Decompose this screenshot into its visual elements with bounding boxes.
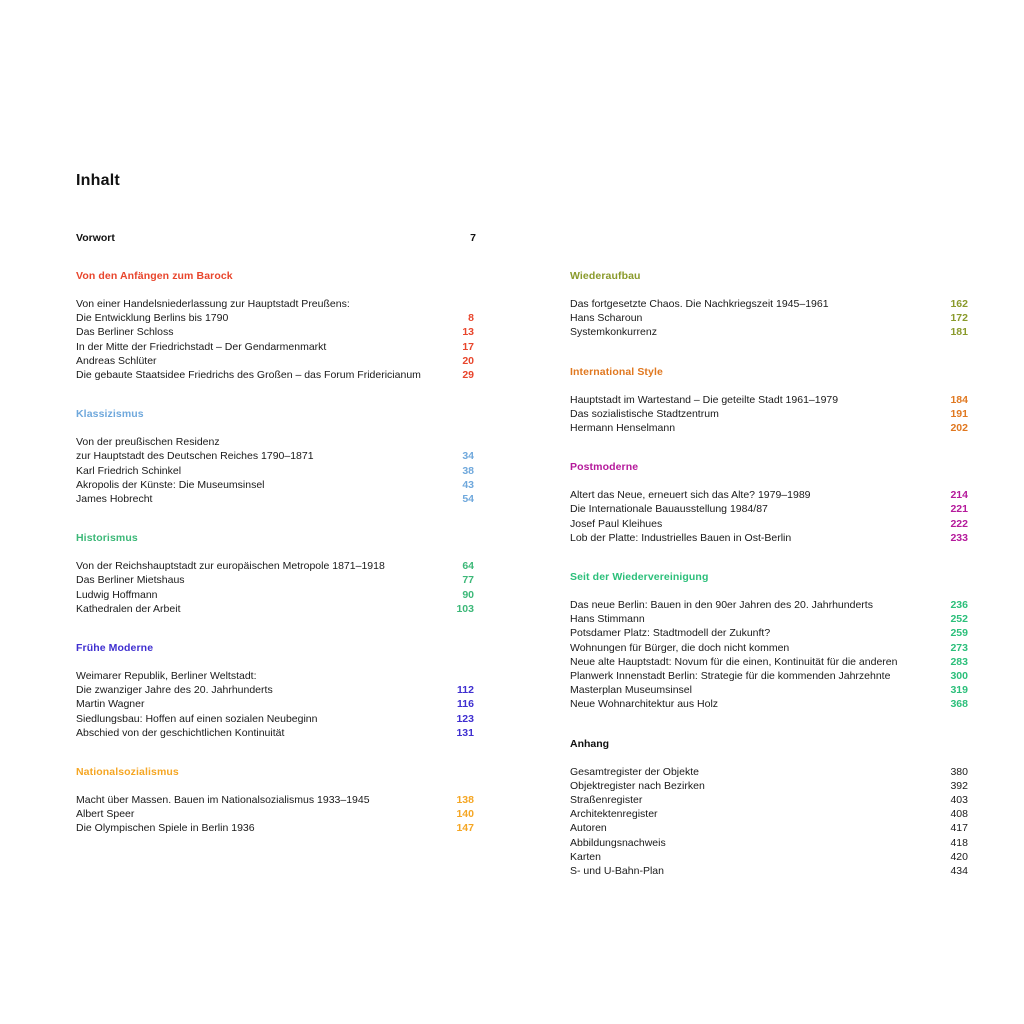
toc-entry-page: 103 (456, 602, 474, 615)
toc-entry-page: 17 (462, 340, 474, 353)
section-heading-postmoderne: Postmoderne (570, 461, 639, 474)
toc-entry-text: Gesamtregister der Objekte (570, 765, 699, 778)
toc-entry[interactable] (570, 779, 968, 793)
toc-entry[interactable] (570, 517, 968, 531)
toc-entry-text: Von einer Handelsniederlassung zur Hauptstadt Preußens: (76, 298, 350, 310)
section-heading-nationalsozialismus: Nationalsozialismus (76, 766, 179, 779)
section-heading-seit-der-wiedervereinigung: Seit der Wiedervereinigung (570, 571, 709, 584)
toc-entry-text: Siedlungsbau: Hoffen auf einen sozialen Neubeginn (76, 712, 318, 725)
toc-entry-text: Von der Reichshauptstadt zur europäischen Metropole 1871–1918 (76, 560, 385, 573)
toc-entry-page: 221 (950, 503, 968, 516)
toc-entry-page: 214 (950, 489, 968, 502)
toc-entry-text: Neue Wohnarchitektur aus Holz (570, 698, 719, 711)
toc-entry[interactable] (570, 612, 968, 626)
toc-entry-text: Akropolis der Künste: Die Museumsinsel (76, 478, 265, 491)
toc-entry-page: 90 (462, 588, 474, 601)
toc-entry-page: 408 (950, 808, 968, 821)
section-heading-international-style: International Style (570, 365, 663, 378)
toc-entry-page: 112 (457, 684, 474, 697)
section-heading-historismus: Historismus (76, 532, 138, 545)
toc-entry-page: 162 (950, 298, 968, 310)
toc-entry[interactable] (76, 297, 474, 325)
toc-entry[interactable] (570, 836, 968, 850)
toc-entry[interactable] (570, 407, 968, 421)
toc-entry-text: Von der preußischen Residenz (76, 436, 220, 449)
toc-entry-text: Hermann Henselmann (570, 422, 676, 435)
toc-entry-text: Planwerk Innenstadt Berlin: Strategie für die kommenden Jahrzehnte (570, 670, 891, 683)
toc-entry-text: Architektenregister (570, 808, 658, 821)
toc-entry[interactable] (76, 559, 474, 573)
toc-entry-text: Abschied von der geschichtlichen Kontinuität (76, 726, 285, 739)
toc-entry-text: Das fortgesetzte Chaos. Die Nachkriegszeit 1945–1961 (570, 298, 829, 310)
toc-entry-page: 222 (950, 517, 968, 530)
toc-entry-text: Macht über Massen. Bauen im Nationalsozialismus 1933–1945 (76, 794, 370, 807)
toc-entry-text: Andreas Schlüter (76, 354, 157, 367)
toc-entry[interactable] (570, 393, 968, 407)
toc-entry[interactable] (570, 669, 968, 683)
section-heading-fruehe-moderne: Frühe Moderne (76, 642, 154, 655)
toc-entry-text: In der Mitte der Friedrichstadt – Der Gendarmenmarkt (76, 340, 327, 353)
toc-entry-text: Abbildungsnachweis (570, 836, 666, 849)
toc-entry-text: Hans Stimmann (570, 613, 645, 626)
toc-entry-text: Potsdamer Platz: Stadtmodell der Zukunft? (570, 627, 771, 640)
toc-entry-text: Das Berliner Schloss (76, 326, 174, 339)
toc-entry[interactable] (76, 340, 474, 354)
toc-entry-page: 233 (950, 531, 968, 544)
toc-entry[interactable] (570, 655, 968, 669)
toc-section-international-style (570, 366, 968, 436)
toc-entry-page: 64 (462, 560, 474, 573)
toc-entry-text: Wohnungen für Bürger, die doch nicht kommen (570, 641, 790, 654)
toc-entry-text: Karten (570, 850, 601, 863)
toc-entry-text: Masterplan Museumsinsel (570, 684, 692, 697)
toc-entry-page: 38 (462, 464, 474, 477)
section-heading-klassizismus: Klassizismus (76, 408, 144, 421)
toc-entry-text: Das neue Berlin: Bauen in den 90er Jahren des 20. Jahrhunderts (570, 599, 873, 612)
toc-entry-text: Autoren (570, 822, 607, 835)
toc-entry-page: 420 (950, 850, 968, 863)
toc-entry-page: 131 (456, 726, 474, 739)
toc-entry-text: Die Internationale Bauausstellung 1984/87 (570, 503, 768, 516)
toc-entry[interactable] (76, 588, 474, 602)
toc-entry-page: 202 (950, 422, 968, 435)
vorwort-label: Vorwort (76, 232, 115, 244)
toc-entry[interactable] (570, 531, 968, 545)
toc-entry-page: 77 (462, 574, 474, 587)
toc-entry-text: Hans Scharoun (570, 312, 643, 325)
toc-entry[interactable] (76, 726, 474, 740)
toc-entry-page: 417 (950, 822, 968, 835)
toc-entry[interactable] (76, 712, 474, 726)
toc-entry-page: 138 (456, 794, 474, 807)
toc-entry[interactable] (76, 435, 474, 463)
toc-entry-text: Weimarer Republik, Berliner Weltstadt: (76, 670, 257, 683)
toc-entry-text: Martin Wagner (76, 698, 145, 711)
toc-section-wiederaufbau (570, 270, 968, 340)
toc-section-klassizismus (76, 408, 474, 506)
toc-section-postmoderne (570, 461, 968, 545)
toc-entry-text: Hauptstadt im Wartestand – Die geteilte Stadt 1961–1979 (570, 393, 839, 406)
toc-entry-page: 434 (950, 865, 968, 878)
toc-entry-page: 191 (950, 407, 968, 420)
toc-column-right (570, 270, 968, 904)
toc-entry-text: Ludwig Hoffmann (76, 588, 158, 601)
toc-entry-text: Die Olympischen Spiele in Berlin 1936 (76, 822, 255, 835)
toc-entry-text: Die gebaute Staatsidee Friedrichs des Großen – das Forum Fridericianum (76, 369, 421, 382)
toc-entry[interactable] (570, 850, 968, 864)
toc-entry-page: 236 (950, 599, 968, 612)
toc-entry[interactable] (570, 807, 968, 821)
toc-entry-text: Das Berliner Mietshaus (76, 574, 185, 587)
toc-entry-text: Das sozialistische Stadtzentrum (570, 407, 719, 420)
toc-entry[interactable] (570, 311, 968, 325)
toc-entry-text: Josef Paul Kleihues (570, 517, 663, 530)
toc-entry[interactable] (570, 793, 968, 807)
toc-entry[interactable] (76, 368, 474, 382)
toc-entry[interactable] (76, 573, 474, 587)
section-heading-anhang: Anhang (570, 737, 610, 750)
toc-entry-page: 418 (950, 836, 968, 849)
toc-section-anhang (570, 738, 968, 879)
toc-entry[interactable] (570, 297, 968, 311)
toc-entry[interactable] (570, 325, 968, 339)
toc-entry[interactable] (76, 821, 474, 835)
toc-entry[interactable] (570, 864, 968, 878)
toc-entry-page: 43 (462, 478, 474, 491)
toc-entry-page: 172 (950, 312, 968, 325)
toc-entry[interactable] (570, 598, 968, 612)
toc-entry-text: James Hobrecht (76, 493, 153, 506)
toc-entry-page: 392 (950, 779, 968, 792)
toc-entry[interactable] (570, 765, 968, 779)
toc-entry[interactable] (76, 807, 474, 821)
toc-entry-page: 116 (457, 698, 474, 711)
toc-section-von-den-anfaengen-zum-barock (76, 270, 474, 382)
toc-entry-text: Die Entwicklung Berlins bis 1790 (76, 312, 229, 325)
toc-entry-page: 54 (462, 493, 474, 506)
toc-entry-page: 300 (950, 670, 968, 683)
toc-entry-text: Altert das Neue, erneuert sich das Alte? 1979–1989 (570, 489, 811, 502)
toc-entry-page: 380 (950, 765, 968, 778)
toc-entry-page: 259 (950, 627, 968, 640)
toc-entry[interactable] (570, 641, 968, 655)
page-title: Inhalt (76, 172, 120, 189)
toc-entry-page: 123 (456, 712, 474, 725)
toc-section-historismus (76, 532, 474, 616)
toc-entry-page: 29 (462, 369, 474, 382)
toc-entry-page: 283 (950, 655, 968, 668)
toc-entry-text: Straßenregister (570, 794, 643, 807)
toc-column-left (76, 270, 474, 862)
toc-entry-page: 8 (468, 312, 474, 325)
toc-entry-page: 20 (462, 354, 474, 367)
toc-entry[interactable] (570, 488, 968, 502)
toc-entry[interactable] (570, 421, 968, 435)
toc-entry-text: Die zwanziger Jahre des 20. Jahrhunderts (76, 684, 273, 697)
toc-entry-page: 13 (462, 326, 474, 339)
toc-entry-text: Neue alte Hauptstadt: Novum für die einen, Kontinuität für die anderen (570, 655, 898, 668)
toc-entry-text: zur Hauptstadt des Deutschen Reiches 1790–1871 (76, 450, 314, 463)
toc-entry-page: 252 (950, 613, 968, 626)
toc-entry[interactable] (76, 669, 474, 697)
toc-entry[interactable] (570, 502, 968, 516)
toc-entry[interactable] (570, 626, 968, 640)
section-heading-wiederaufbau: Wiederaufbau (570, 270, 641, 282)
toc-entry-text: Albert Speer (76, 808, 135, 821)
toc-entry-page: 184 (950, 393, 968, 406)
toc-section-fruehe-moderne (76, 642, 474, 740)
toc-entry[interactable] (76, 478, 474, 492)
vorwort-page: 7 (470, 232, 476, 244)
toc-entry-page: 319 (950, 684, 968, 697)
toc-entry-text: Kathedralen der Arbeit (76, 602, 181, 615)
toc-entry[interactable] (76, 464, 474, 478)
toc-entry-page: 403 (950, 794, 968, 807)
toc-entry-page: 273 (950, 641, 968, 654)
toc-entry-text: Objektregister nach Bezirken (570, 779, 705, 792)
toc-section-seit-der-wiedervereinigung (570, 571, 968, 712)
toc-entry[interactable] (76, 325, 474, 339)
toc-entry[interactable] (570, 697, 968, 711)
toc-entry-text: S- und U-Bahn-Plan (570, 865, 664, 878)
toc-entry-page: 147 (456, 822, 474, 835)
section-heading-von-den-anfaengen-zum-barock: Von den Anfängen zum Barock (76, 270, 233, 282)
toc-entry[interactable] (76, 793, 474, 807)
toc-section-nationalsozialismus (76, 766, 474, 836)
toc-entry-text: Lob der Platte: Industrielles Bauen in Ost-Berlin (570, 531, 792, 544)
toc-entry[interactable] (76, 602, 474, 616)
toc-entry-page: 34 (462, 450, 474, 463)
toc-entry-page: 368 (950, 698, 968, 711)
toc-entry[interactable] (570, 821, 968, 835)
toc-entry-text: Systemkonkurrenz (570, 326, 657, 339)
toc-entry[interactable] (76, 697, 474, 711)
toc-entry[interactable] (76, 354, 474, 368)
toc-entry-page: 181 (950, 326, 968, 339)
toc-entry-text: Karl Friedrich Schinkel (76, 464, 182, 477)
toc-entry[interactable] (570, 683, 968, 697)
toc-entry-page: 140 (456, 808, 474, 821)
toc-entry[interactable] (76, 492, 474, 506)
